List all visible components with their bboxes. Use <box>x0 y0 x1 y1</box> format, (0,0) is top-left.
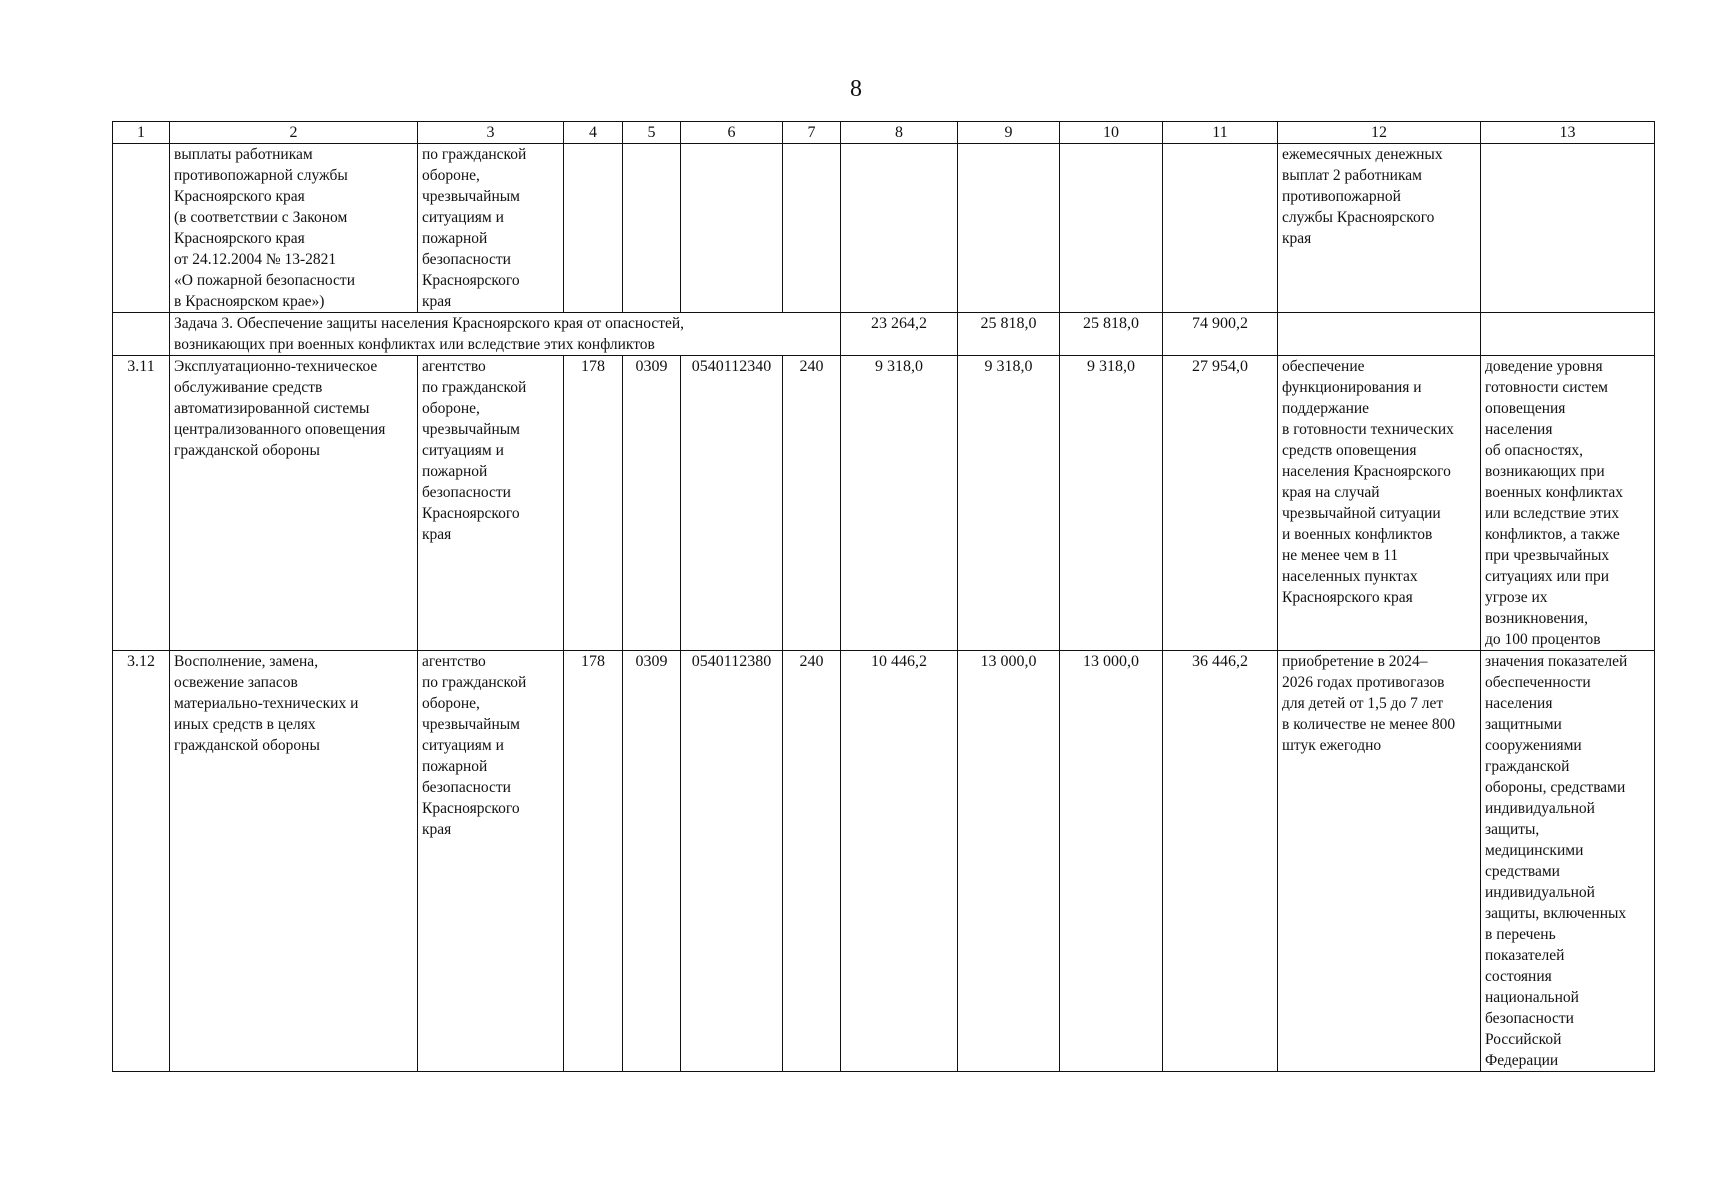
column-header: 3 <box>418 122 564 144</box>
column-header: 4 <box>564 122 623 144</box>
cell-num: 3.11 <box>113 356 170 651</box>
cell-name: Эксплуатационно-техническое обслуживание средств автоматизированной системы централизованного оповещения гражданской обороны <box>170 356 418 651</box>
cell-result <box>1278 313 1481 356</box>
task-total: 74 900,2 <box>1163 313 1278 356</box>
task-y2024: 23 264,2 <box>841 313 958 356</box>
cell-y2025 <box>958 144 1060 313</box>
table-row <box>113 651 1655 1072</box>
table-row <box>113 356 1655 651</box>
column-header: 1 <box>113 122 170 144</box>
cell-csr: 0540112380 <box>681 651 783 1072</box>
cell-indicator: доведение уровня готовности систем оповещения населения об опасностях, возникающих при военных конфликтах или вследствие этих конфликтов, а также при чрезвычайных ситуациях или при угрозе их возникновения, до 100 процентов <box>1481 356 1655 651</box>
cell-rzpr: 0309 <box>623 651 681 1072</box>
cell-result: ежемесячных денежных выплат 2 работникам противопожарной службы Красноярского края <box>1278 144 1481 313</box>
header-row <box>113 122 1655 144</box>
cell-y2024: 10 446,2 <box>841 651 958 1072</box>
cell-num <box>113 144 170 313</box>
cell-vr: 240 <box>783 651 841 1072</box>
column-header: 13 <box>1481 122 1655 144</box>
cell-num: 3.12 <box>113 651 170 1072</box>
cell-rzpr <box>623 144 681 313</box>
cell-y2026 <box>1060 144 1163 313</box>
cell-indicator: значения показателей обеспеченности населения защитными сооружениями гражданской обороны, средствами индивидуальной защиты, медицинскими средствами индивидуальной защиты, включенных в перечень показателей состояния национальной безопасности Российской Федерации <box>1481 651 1655 1072</box>
cell-executor: агентство по гражданской обороне, чрезвычайным ситуациям и пожарной безопасности Красноярского края <box>418 356 564 651</box>
task-row <box>113 313 1655 356</box>
cell-num <box>113 313 170 356</box>
task-y2026: 25 818,0 <box>1060 313 1163 356</box>
cell-indicator <box>1481 144 1655 313</box>
cell-name: выплаты работникам противопожарной службы Красноярского края (в соответствии с Законом Красноярского края от 24.12.2004 № 13-2821 «О пожарной безопасности в Красноярском крае») <box>170 144 418 313</box>
cell-y2024 <box>841 144 958 313</box>
cell-total <box>1163 144 1278 313</box>
cell-result: обеспечение функционирования и поддержание в готовности технических средств оповещения населения Красноярского края на случай чрезвычайной ситуации и военных конфликтов не менее чем в 11 населенных пунктах Красноярского края <box>1278 356 1481 651</box>
cell-y2024: 9 318,0 <box>841 356 958 651</box>
task-y2025: 25 818,0 <box>958 313 1060 356</box>
cell-grbs: 178 <box>564 356 623 651</box>
table-row-continuation <box>113 144 1655 313</box>
cell-indicator <box>1481 313 1655 356</box>
cell-vr: 240 <box>783 356 841 651</box>
cell-csr: 0540112340 <box>681 356 783 651</box>
column-header: 10 <box>1060 122 1163 144</box>
cell-vr <box>783 144 841 313</box>
column-header: 12 <box>1278 122 1481 144</box>
column-header: 2 <box>170 122 418 144</box>
cell-rzpr: 0309 <box>623 356 681 651</box>
cell-name: Восполнение, замена, освежение запасов материально-технических и иных средств в целях гражданской обороны <box>170 651 418 1072</box>
column-header: 9 <box>958 122 1060 144</box>
cell-csr <box>681 144 783 313</box>
cell-executor: по гражданской обороне, чрезвычайным ситуациям и пожарной безопасности Красноярского края <box>418 144 564 313</box>
column-header: 11 <box>1163 122 1278 144</box>
cell-result: приобретение в 2024– 2026 годах противогазов для детей от 1,5 до 7 лет в количестве не менее 800 штук ежегодно <box>1278 651 1481 1072</box>
cell-y2026: 9 318,0 <box>1060 356 1163 651</box>
cell-executor: агентство по гражданской обороне, чрезвычайным ситуациям и пожарной безопасности Красноярского края <box>418 651 564 1072</box>
program-table <box>112 121 1655 1072</box>
column-header: 8 <box>841 122 958 144</box>
column-header: 7 <box>783 122 841 144</box>
cell-y2025: 13 000,0 <box>958 651 1060 1072</box>
column-header: 5 <box>623 122 681 144</box>
task-title: Задача 3. Обеспечение защиты населения Красноярского края от опасностей, возникающих при военных конфликтах или вследствие этих конфликтов <box>170 313 841 356</box>
cell-grbs <box>564 144 623 313</box>
cell-y2026: 13 000,0 <box>1060 651 1163 1072</box>
cell-y2025: 9 318,0 <box>958 356 1060 651</box>
cell-total: 27 954,0 <box>1163 356 1278 651</box>
page-number: 8 <box>850 76 862 102</box>
column-header: 6 <box>681 122 783 144</box>
cell-grbs: 178 <box>564 651 623 1072</box>
cell-total: 36 446,2 <box>1163 651 1278 1072</box>
